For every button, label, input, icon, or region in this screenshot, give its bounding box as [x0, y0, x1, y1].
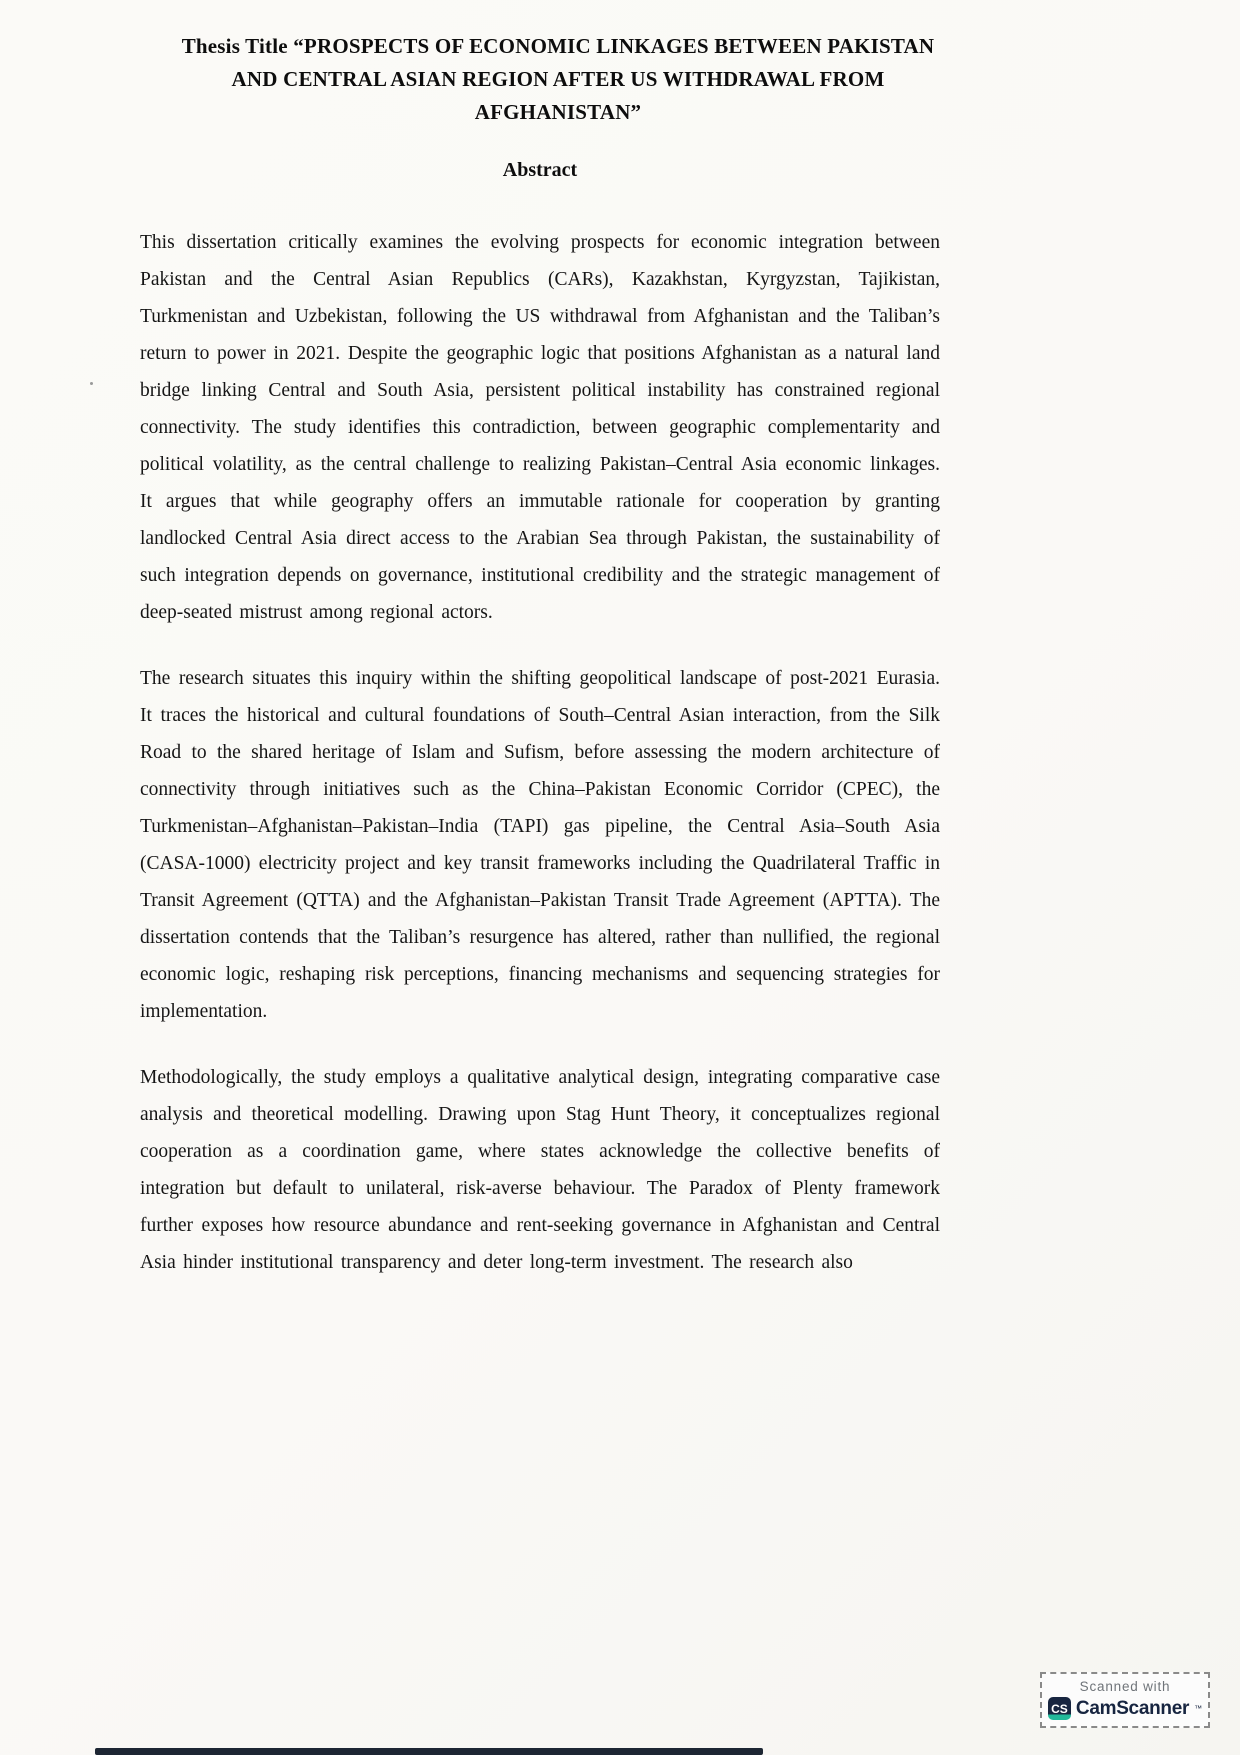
page-content: [140, 0, 940, 1310]
trademark-symbol: ™: [1194, 1703, 1203, 1713]
abstract-paragraph-1: This dissertation critically examines the evolving prospects for economic integration between Pakistan and the Central Asian Republics (CARs), Kazakhstan, Kyrgyzstan, Tajikistan, Turkmenistan and Uzbekistan, following the US withdrawal from Afghanistan and the Taliban’s return to power in 2021. Despite the geographic logic that positions Afghanistan as a natural land bridge linking Central and South Asia, persistent political instability has constrained regional connectivity. The study identifies this contradiction, between geographic complementarity and political volatility, as the central challenge to realizing Pakistan–Central Asia economic linkages. It argues that while geography offers an immutable rationale for cooperation by granting landlocked Central Asia direct access to the Arabian Sea through Pakistan, the sustainability of such integration depends on governance, institutional credibility and the strategic management of deep-seated mistrust among regional actors.: [140, 232, 940, 623]
thesis-title: [140, 30, 940, 129]
camscanner-brand-row: [1042, 1697, 1208, 1720]
thesis-title-line-2: AND CENTRAL ASIAN REGION AFTER US WITHDRAWAL FROM: [231, 67, 885, 91]
camscanner-logo-icon: CS: [1048, 1697, 1071, 1720]
scan-speck-artifact: [90, 382, 93, 385]
scanned-with-label: Scanned with: [1079, 1679, 1171, 1694]
abstract-body: [140, 224, 940, 1281]
abstract-heading: Abstract: [502, 159, 578, 181]
thesis-title-line-1: Thesis Title “PROSPECTS OF ECONOMIC LINKAGES BETWEEN PAKISTAN: [181, 34, 935, 58]
camscanner-app-name: CamScanner: [1075, 1697, 1190, 1719]
scan-edge-artifact: [95, 1748, 763, 1755]
abstract-paragraph-2: The research situates this inquiry within the shifting geopolitical landscape of post-2021 Eurasia. It traces the historical and cultural foundations of South–Central Asian interaction, from the Silk Road to the shared heritage of Islam and Sufism, before assessing the modern architecture of connectivity through initiatives such as the China–Pakistan Economic Corridor (CPEC), the Turkmenistan–Afghanistan–Pakistan–India (TAPI) gas pipeline, the Central Asia–South Asia (CASA-1000) electricity project and key transit frameworks including the Quadrilateral Traffic in Transit Agreement (QTTA) and the Afghanistan–Pakistan Transit Trade Agreement (APTTA). The dissertation contends that the Taliban’s resurgence has altered, rather than nullified, the regional economic logic, reshaping risk perceptions, financing mechanisms and sequencing strategies for implementation.: [140, 668, 940, 1022]
abstract-paragraph-3: Methodologically, the study employs a qualitative analytical design, integrating comparative case analysis and theoretical modelling. Drawing upon Stag Hunt Theory, it conceptualizes regional cooperation as a coordination game, where states acknowledge the collective benefits of integration but default to unilateral, risk-averse behaviour. The Paradox of Plenty framework further exposes how resource abundance and rent-seeking governance in Afghanistan and Central Asia hinder institutional transparency and deter long-term investment. The research also: [140, 1067, 940, 1273]
thesis-title-line-3: AFGHANISTAN”: [474, 100, 642, 124]
camscanner-badge: [1040, 1672, 1210, 1728]
